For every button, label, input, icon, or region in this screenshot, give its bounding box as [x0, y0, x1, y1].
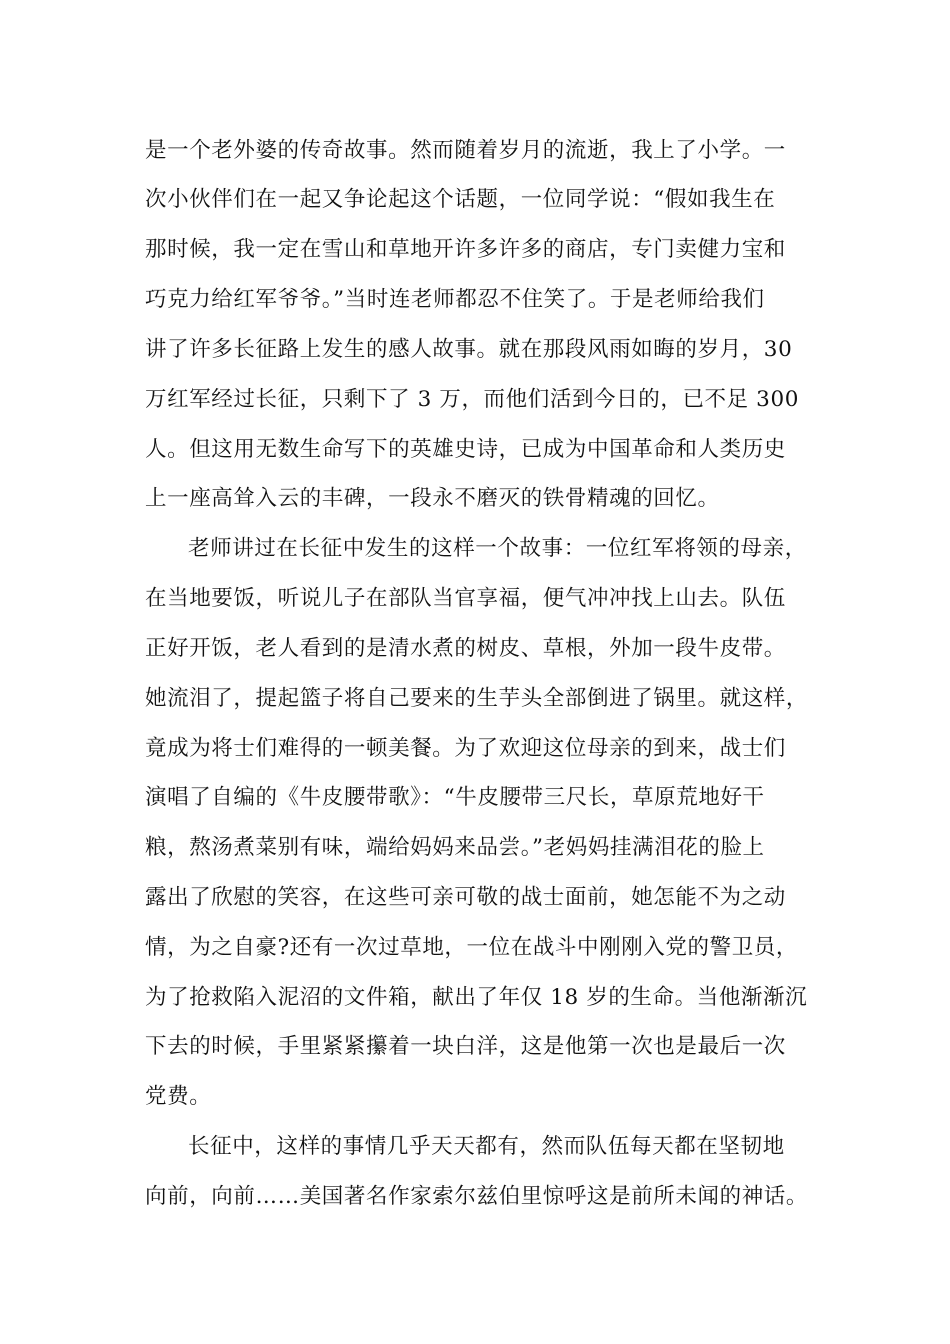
text-line: 那时候，我一定在雪山和草地开许多许多的商店，专门卖健力宝和 — [145, 237, 786, 262]
paragraph-first-line: 长征中，这样的事情几乎天天都有，然而队伍每天都在坚韧地 — [188, 1134, 785, 1159]
text-line: 万红军经过长征，只剩下了 3 万，而他们活到今日的，已不足 300 — [145, 387, 800, 412]
text-line: 人。但这用无数生命写下的英雄史诗，已成为中国革命和人类历史 — [145, 437, 786, 462]
text-line: 竟成为将士们难得的一顿美餐。为了欢迎这位母亲的到来，战士们 — [145, 736, 786, 761]
text-line: 向前，向前……美国著名作家索尔兹伯里惊呼这是前所未闻的神话。 — [145, 1184, 809, 1209]
text-line: 正好开饭，老人看到的是清水煮的树皮、草根，外加一段牛皮带。 — [145, 636, 786, 661]
text-line: 巧克力给红军爷爷。”当时连老师都忍不住笑了。于是老师给我们 — [145, 287, 765, 312]
text-line: 演唱了自编的《牛皮腰带歌》：“牛皮腰带三尺长，草原荒地好干 — [145, 785, 765, 810]
text-line: 讲了许多长征路上发生的感人故事。就在那段风雨如晦的岁月，30 — [145, 337, 793, 362]
paragraph-first-line: 老师讲过在长征中发生的这样一个故事：一位红军将领的母亲， — [188, 536, 807, 561]
text-line: 是一个老外婆的传奇故事。然而随着岁月的流逝，我上了小学。一 — [145, 138, 786, 163]
text-line: 露出了欣慰的笑容，在这些可亲可敬的战士面前，她怎能不为之动 — [145, 885, 786, 910]
text-line: 次小伙伴们在一起又争论起这个话题，一位同学说：“假如我生在 — [145, 187, 776, 212]
text-line: 她流泪了，提起篮子将自己要来的生芋头全部倒进了锅里。就这样， — [145, 686, 809, 711]
text-line: 在当地要饭，听说儿子在部队当官享福，便气冲冲找上山去。队伍 — [145, 586, 786, 611]
text-line: 下去的时候，手里紧紧攥着一块白洋，这是他第一次也是最后一次 — [145, 1034, 786, 1059]
text-line: 党费。 — [145, 1084, 212, 1109]
text-line: 情，为之自豪?还有一次过草地，一位在战斗中刚刚入党的警卫员， — [145, 935, 799, 960]
text-line: 为了抢救陷入泥沼的文件箱，献出了年仅 18 岁的生命。当他渐渐沉 — [145, 985, 808, 1010]
text-line: 粮，熬汤煮菜别有味，端给妈妈来品尝。”老妈妈挂满泪花的脸上 — [145, 835, 765, 860]
text-line: 上一座高耸入云的丰碑，一段永不磨灭的铁骨精魂的回忆。 — [145, 486, 720, 511]
